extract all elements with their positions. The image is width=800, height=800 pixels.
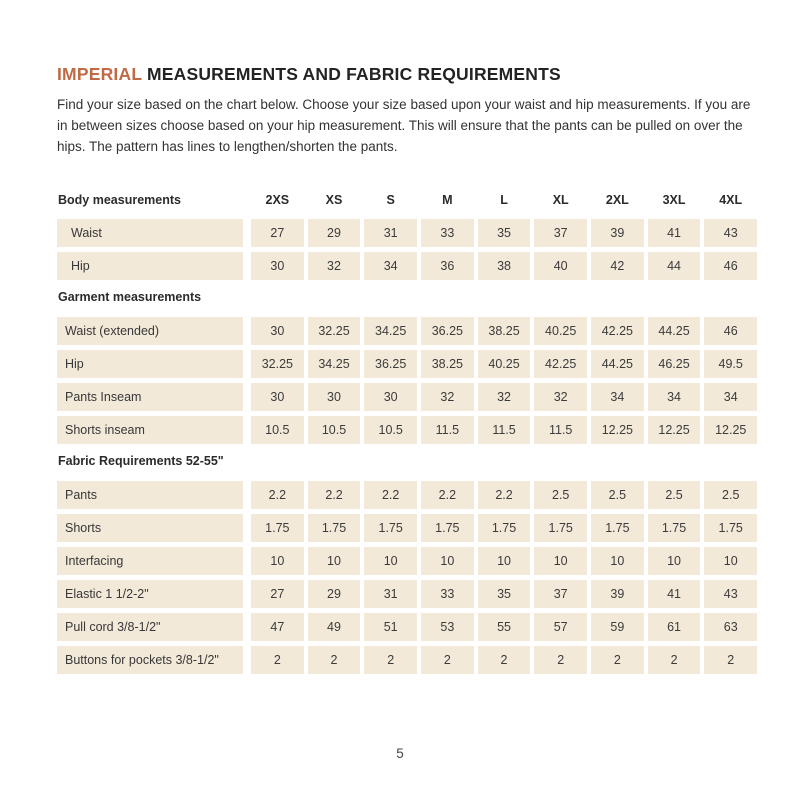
table-row bbox=[57, 416, 757, 444]
size-column-header: 3XL bbox=[662, 193, 686, 207]
value-cell: 2.5 bbox=[704, 481, 757, 509]
value-cell: 42 bbox=[591, 252, 644, 280]
value-cell: 34 bbox=[648, 383, 701, 411]
value-cell: 32.25 bbox=[308, 317, 361, 345]
value-cell: 39 bbox=[591, 580, 644, 608]
value-cell: 10 bbox=[421, 547, 474, 575]
row-label: Waist bbox=[57, 219, 243, 247]
size-column-header: 2XL bbox=[605, 193, 629, 207]
value-cell: 49 bbox=[308, 613, 361, 641]
value-cell: 10 bbox=[308, 547, 361, 575]
table-row bbox=[57, 317, 757, 345]
size-chart-table bbox=[57, 190, 757, 674]
value-cell: 34 bbox=[704, 383, 757, 411]
value-cell: 1.75 bbox=[648, 514, 701, 542]
value-cell: 41 bbox=[648, 580, 701, 608]
value-cell: 30 bbox=[308, 383, 361, 411]
value-cell: 2.2 bbox=[364, 481, 417, 509]
value-cell: 2.2 bbox=[421, 481, 474, 509]
value-cell: 2.2 bbox=[251, 481, 304, 509]
value-cell: 46.25 bbox=[648, 350, 701, 378]
value-cell: 36.25 bbox=[364, 350, 417, 378]
value-cell: 12.25 bbox=[704, 416, 757, 444]
value-cell: 1.75 bbox=[364, 514, 417, 542]
row-label: Elastic 1 1/2-2" bbox=[57, 580, 243, 608]
value-cell: 51 bbox=[364, 613, 417, 641]
value-cell: 38.25 bbox=[421, 350, 474, 378]
value-cell: 1.75 bbox=[421, 514, 474, 542]
value-cell: 32 bbox=[478, 383, 531, 411]
value-cell: 2 bbox=[534, 646, 587, 674]
value-cell: 32 bbox=[421, 383, 474, 411]
value-cell: 43 bbox=[704, 580, 757, 608]
value-cell: 34 bbox=[591, 383, 644, 411]
value-cell: 44.25 bbox=[648, 317, 701, 345]
value-cell: 27 bbox=[251, 219, 304, 247]
size-column-header: XS bbox=[325, 193, 343, 207]
size-column-header: XL bbox=[552, 193, 569, 207]
value-cell: 1.75 bbox=[308, 514, 361, 542]
value-cell: 30 bbox=[251, 252, 304, 280]
value-cell: 36.25 bbox=[421, 317, 474, 345]
value-cell: 1.75 bbox=[704, 514, 757, 542]
value-cell: 11.5 bbox=[421, 416, 474, 444]
size-column-header: M bbox=[442, 193, 453, 207]
table-row bbox=[57, 481, 757, 509]
row-label: Buttons for pockets 3/8-1/2" bbox=[57, 646, 243, 674]
value-cell: 61 bbox=[648, 613, 701, 641]
value-cell: 37 bbox=[534, 580, 587, 608]
value-cell: 47 bbox=[251, 613, 304, 641]
value-cell: 10 bbox=[648, 547, 701, 575]
value-cell: 33 bbox=[421, 219, 474, 247]
table-row bbox=[57, 514, 757, 542]
title-highlight: IMPERIAL bbox=[57, 64, 142, 84]
value-cell: 55 bbox=[478, 613, 531, 641]
value-cell: 29 bbox=[308, 219, 361, 247]
row-label: Hip bbox=[57, 252, 243, 280]
value-cell: 10.5 bbox=[308, 416, 361, 444]
value-cell: 10 bbox=[534, 547, 587, 575]
value-cell: 10 bbox=[364, 547, 417, 575]
value-cell: 34.25 bbox=[308, 350, 361, 378]
value-cell: 38.25 bbox=[478, 317, 531, 345]
value-cell: 2.2 bbox=[308, 481, 361, 509]
value-cell: 2.2 bbox=[478, 481, 531, 509]
value-cell: 32 bbox=[308, 252, 361, 280]
value-cell: 2.5 bbox=[534, 481, 587, 509]
value-cell: 63 bbox=[704, 613, 757, 641]
table-row bbox=[57, 219, 757, 247]
value-cell: 42.25 bbox=[591, 317, 644, 345]
size-column-header: 4XL bbox=[719, 193, 743, 207]
value-cell: 2 bbox=[648, 646, 701, 674]
value-cell: 42.25 bbox=[534, 350, 587, 378]
value-cell: 2 bbox=[308, 646, 361, 674]
table-row bbox=[57, 252, 757, 280]
value-cell: 2 bbox=[364, 646, 417, 674]
value-cell: 57 bbox=[534, 613, 587, 641]
value-cell: 53 bbox=[421, 613, 474, 641]
table-header-label: Body measurements bbox=[58, 193, 181, 207]
value-cell: 33 bbox=[421, 580, 474, 608]
value-cell: 34.25 bbox=[364, 317, 417, 345]
value-cell: 29 bbox=[308, 580, 361, 608]
table-row bbox=[57, 350, 757, 378]
table-row bbox=[57, 547, 757, 575]
value-cell: 2 bbox=[478, 646, 531, 674]
row-label: Pull cord 3/8-1/2" bbox=[57, 613, 243, 641]
value-cell: 2 bbox=[591, 646, 644, 674]
value-cell: 10 bbox=[704, 547, 757, 575]
value-cell: 39 bbox=[591, 219, 644, 247]
row-label: Pants bbox=[57, 481, 243, 509]
intro-paragraph: Find your size based on the chart below. Choose your size based upon your waist and hip measurements. If you are in between sizes choose based on your hip measurement. This will ensure that the pants can be pulled on over the hips. The pattern has lines to lengthen/shorten the pants. bbox=[57, 97, 751, 154]
row-label: Waist (extended) bbox=[57, 317, 243, 345]
value-cell: 40.25 bbox=[478, 350, 531, 378]
title-rest: MEASUREMENTS AND FABRIC REQUIREMENTS bbox=[146, 64, 561, 84]
value-cell: 11.5 bbox=[478, 416, 531, 444]
value-cell: 10.5 bbox=[364, 416, 417, 444]
value-cell: 27 bbox=[251, 580, 304, 608]
value-cell: 37 bbox=[534, 219, 587, 247]
value-cell: 32 bbox=[534, 383, 587, 411]
value-cell: 34 bbox=[364, 252, 417, 280]
value-cell: 35 bbox=[478, 580, 531, 608]
value-cell: 46 bbox=[704, 317, 757, 345]
value-cell: 40.25 bbox=[534, 317, 587, 345]
section-header: Garment measurements bbox=[58, 290, 202, 304]
value-cell: 41 bbox=[648, 219, 701, 247]
value-cell: 59 bbox=[591, 613, 644, 641]
value-cell: 30 bbox=[251, 317, 304, 345]
row-label: Shorts inseam bbox=[57, 416, 243, 444]
page-title bbox=[57, 64, 757, 85]
value-cell: 12.25 bbox=[591, 416, 644, 444]
value-cell: 1.75 bbox=[251, 514, 304, 542]
value-cell: 32.25 bbox=[251, 350, 304, 378]
value-cell: 11.5 bbox=[534, 416, 587, 444]
size-column-header: S bbox=[386, 193, 395, 207]
section-header: Fabric Requirements 52-55" bbox=[58, 454, 224, 468]
value-cell: 2 bbox=[251, 646, 304, 674]
table-row bbox=[57, 580, 757, 608]
value-cell: 10 bbox=[251, 547, 304, 575]
value-cell: 2.5 bbox=[591, 481, 644, 509]
table-row bbox=[57, 646, 757, 674]
value-cell: 49.5 bbox=[704, 350, 757, 378]
value-cell: 36 bbox=[421, 252, 474, 280]
table-row bbox=[57, 383, 757, 411]
size-column-header: 2XS bbox=[265, 193, 290, 207]
value-cell: 40 bbox=[534, 252, 587, 280]
value-cell: 10 bbox=[591, 547, 644, 575]
value-cell: 31 bbox=[364, 580, 417, 608]
value-cell: 2.5 bbox=[648, 481, 701, 509]
value-cell: 10 bbox=[478, 547, 531, 575]
value-cell: 30 bbox=[251, 383, 304, 411]
value-cell: 30 bbox=[364, 383, 417, 411]
value-cell: 1.75 bbox=[478, 514, 531, 542]
value-cell: 38 bbox=[478, 252, 531, 280]
value-cell: 44 bbox=[648, 252, 701, 280]
value-cell: 2 bbox=[704, 646, 757, 674]
row-label: Hip bbox=[57, 350, 243, 378]
row-label: Shorts bbox=[57, 514, 243, 542]
value-cell: 35 bbox=[478, 219, 531, 247]
value-cell: 1.75 bbox=[534, 514, 587, 542]
value-cell: 2 bbox=[421, 646, 474, 674]
value-cell: 44.25 bbox=[591, 350, 644, 378]
page-number: 5 bbox=[396, 746, 404, 761]
value-cell: 31 bbox=[364, 219, 417, 247]
value-cell: 12.25 bbox=[648, 416, 701, 444]
value-cell: 1.75 bbox=[591, 514, 644, 542]
size-column-header: L bbox=[500, 193, 508, 207]
row-label: Interfacing bbox=[57, 547, 243, 575]
row-label: Pants Inseam bbox=[57, 383, 243, 411]
value-cell: 10.5 bbox=[251, 416, 304, 444]
table-header-row bbox=[57, 190, 757, 210]
table-row bbox=[57, 613, 757, 641]
value-cell: 43 bbox=[704, 219, 757, 247]
value-cell: 46 bbox=[704, 252, 757, 280]
